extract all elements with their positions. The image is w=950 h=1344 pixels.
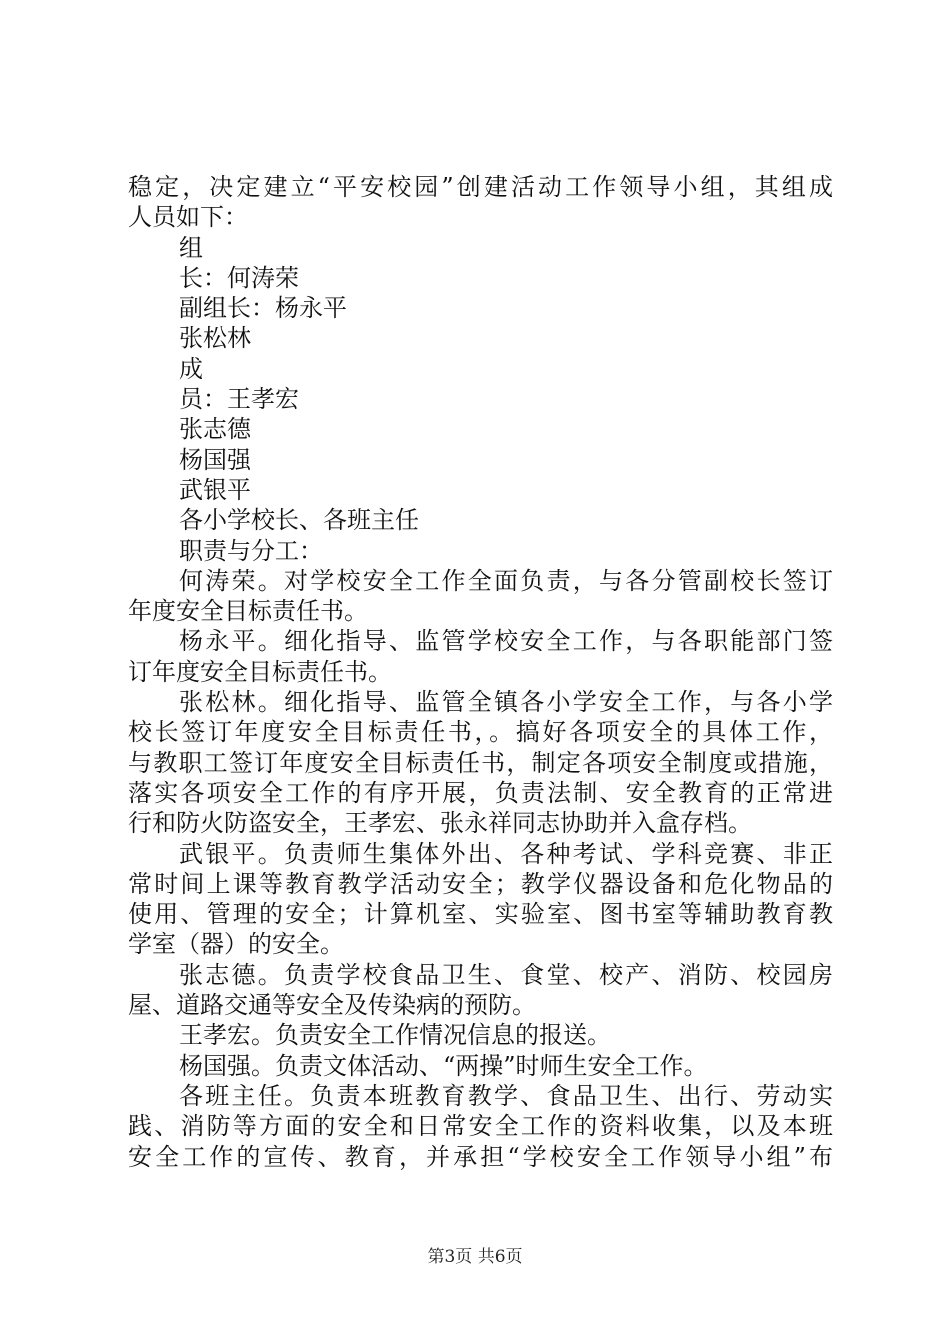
text-line: 行和防火防盗安全，王孝宏、张永祥同志协助并入盒存档。 (128, 809, 752, 838)
text-line: 职责与分工： (179, 536, 323, 565)
text-line: 屋、道路交通等安全及传染病的预防。 (128, 991, 536, 1020)
text-line: 人员如下： (128, 203, 248, 232)
text-line: 武银平。负责师生集体外出、各种考试、学科竞赛、非正 (179, 839, 833, 868)
text-line: 各班主任。负责本班教育教学、食品卫生、出行、劳动实 (179, 1081, 833, 1110)
text-line: 与教职工签订年度安全目标责任书，制定各项安全制度或措施， (128, 748, 833, 777)
text-line: 校长签订年度安全目标责任书，。搞好各项安全的具体工作， (128, 718, 833, 747)
text-line: 杨国强 (179, 445, 251, 474)
text-line: 副组长：杨永平 (179, 294, 347, 323)
text-line: 杨永平。细化指导、监管学校安全工作，与各职能部门签 (179, 627, 833, 656)
text-line: 各小学校长、各班主任 (179, 506, 419, 535)
text-line: 践、消防等方面的安全和日常安全工作的资料收集，以及本班 (128, 1112, 833, 1141)
text-line: 安全工作的宣传、教育，并承担“学校安全工作领导小组”布 (128, 1142, 833, 1171)
text-line: 员：王孝宏 (179, 385, 299, 414)
text-line: 张松林。细化指导、监管全镇各小学安全工作，与各小学 (179, 688, 833, 717)
text-line: 稳定，决定建立“平安校园”创建活动工作领导小组，其组成 (128, 173, 833, 201)
text-line: 订年度安全目标责任书。 (128, 657, 392, 686)
text-line: 常时间上课等教育教学活动安全；教学仪器设备和危化物品的 (128, 869, 833, 898)
text-line: 张松林 (179, 324, 251, 353)
page-number: 第3页 共6页 (427, 1247, 523, 1267)
text-line: 王孝宏。负责安全工作情况信息的报送。 (179, 1021, 611, 1050)
text-line: 张志德 (179, 415, 251, 444)
text-line: 何涛荣。对学校安全工作全面负责，与各分管副校长签订 (179, 566, 833, 595)
text-line: 成 (179, 354, 203, 383)
text-line: 杨国强。负责文体活动、“两操”时师生安全工作。 (179, 1051, 708, 1080)
text-line: 年度安全目标责任书。 (128, 597, 368, 626)
text-line: 落实各项安全工作的有序开展，负责法制、安全教育的正常进 (128, 778, 833, 807)
text-lines (128, 172, 833, 1172)
text-line: 武银平 (179, 475, 251, 504)
text-line: 学室（器）的安全。 (128, 930, 344, 959)
document-body (128, 172, 833, 1172)
text-line: 组 (179, 233, 203, 262)
text-line: 张志德。负责学校食品卫生、食堂、校产、消防、校园房 (179, 960, 833, 989)
text-line: 使用、管理的安全；计算机室、实验室、图书室等辅助教育教 (128, 900, 833, 929)
text-line: 长：何涛荣 (179, 263, 299, 292)
